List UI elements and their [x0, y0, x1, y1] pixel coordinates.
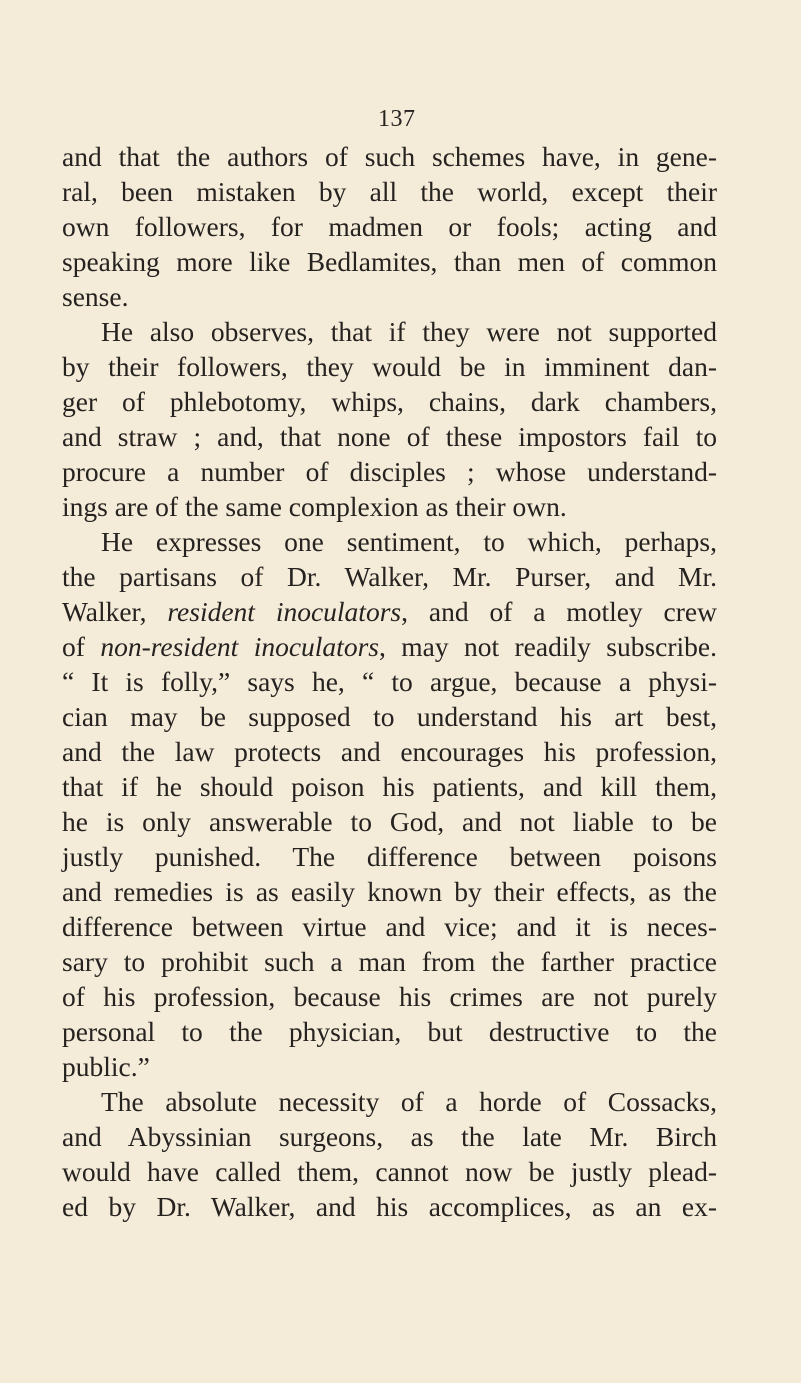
text-line: sary to prohibit such a man from the farther practice — [62, 946, 717, 977]
text-line: he is only answerable to God, and not liable to be — [62, 806, 717, 837]
text-line: and Abyssinian surgeons, as the late Mr. Birch — [62, 1121, 717, 1152]
text-line: and remedies is as easily known by their effects, as the — [62, 876, 717, 907]
text-line: own followers, for madmen or fools; acting and — [62, 211, 717, 242]
text-line: The absolute necessity of a horde of Cossacks, — [101, 1086, 717, 1117]
text-line: sense. — [62, 281, 129, 312]
text-line: cian may be supposed to understand his art best, — [62, 701, 717, 732]
text-line: public.” — [62, 1051, 150, 1082]
text-line: and the law protects and encourages his profession, — [62, 736, 717, 767]
text-line: the partisans of Dr. Walker, Mr. Purser, and Mr. — [62, 561, 717, 592]
text-line: justly punished. The difference between poisons — [62, 841, 717, 872]
text-line: Walker, resident inoculators, and of a motley crew — [62, 596, 717, 627]
text-line: by their followers, they would be in imminent dan- — [62, 351, 717, 382]
text-line: He also observes, that if they were not supported — [101, 316, 717, 347]
text-line: ings are of the same complexion as their own. — [62, 491, 567, 522]
text-line: ed by Dr. Walker, and his accomplices, as an ex- — [62, 1191, 717, 1222]
page-number: 137 — [378, 106, 416, 132]
text-line: difference between virtue and vice; and it is neces- — [62, 911, 717, 942]
text-line: that if he should poison his patients, and kill them, — [62, 771, 717, 802]
text-line: personal to the physician, but destructive to the — [62, 1016, 717, 1047]
text-line: of non-resident inoculators, may not readily subscribe. — [62, 631, 718, 662]
text-line: ral, been mistaken by all the world, except their — [62, 176, 717, 207]
text-line: would have called them, cannot now be justly plead- — [62, 1156, 717, 1187]
text-line: and that the authors of such schemes have, in gene- — [62, 141, 717, 172]
text-line: and straw ; and, that none of these impostors fail to — [62, 421, 717, 452]
text-line: He expresses one sentiment, to which, perhaps, — [101, 526, 717, 557]
text-line: of his profession, because his crimes are not purely — [62, 981, 717, 1012]
text-line: speaking more like Bedlamites, than men of common — [62, 246, 717, 277]
text-line: procure a number of disciples ; whose understand- — [62, 456, 717, 487]
text-line: “ It is folly,” says he, “ to argue, because a physi- — [62, 666, 717, 697]
text-line: ger of phlebotomy, whips, chains, dark chambers, — [62, 386, 717, 417]
